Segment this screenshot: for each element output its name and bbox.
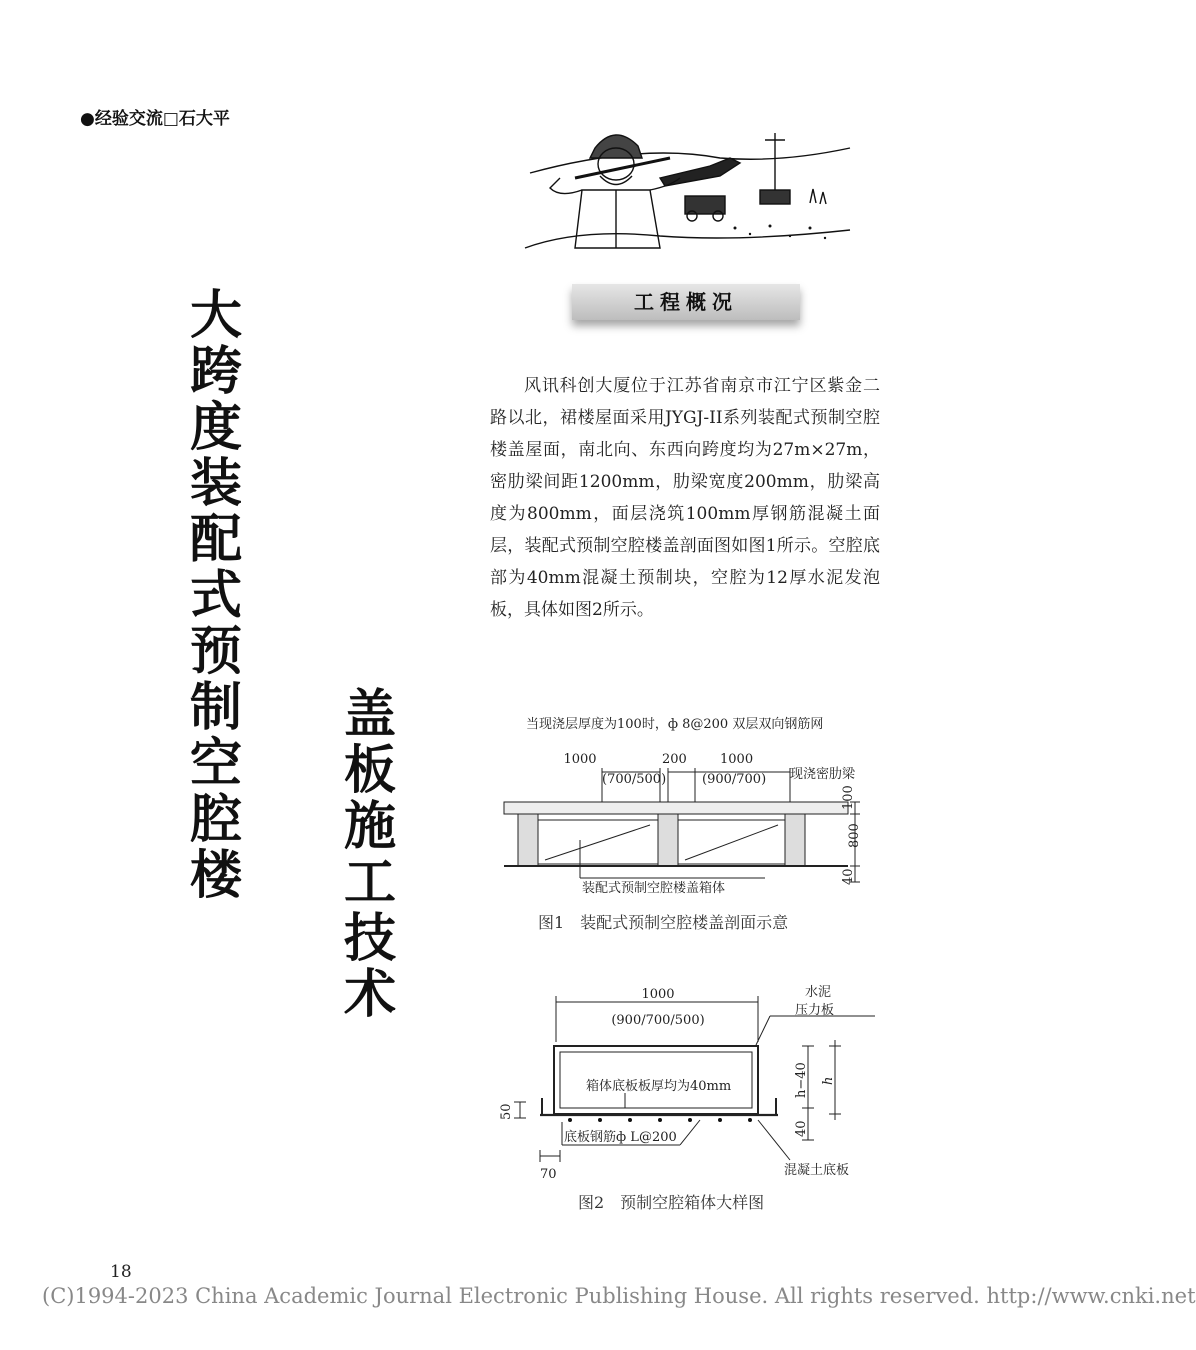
title-char: 式 bbox=[189, 566, 242, 626]
fig2-left-dim-50: 50 bbox=[499, 1103, 514, 1120]
title-char: 施 bbox=[343, 797, 396, 857]
fig2-board-label-2: 压力板 bbox=[795, 1003, 835, 1018]
fig1-dim-right-bottom: (900/700) bbox=[702, 772, 767, 787]
body-text bbox=[490, 370, 880, 626]
title-char: 术 bbox=[343, 965, 396, 1025]
fig1-dim-left-top: 1000 bbox=[563, 752, 597, 767]
title-char: 度 bbox=[189, 398, 242, 458]
title-char: 腔 bbox=[189, 790, 242, 850]
column-header: ●经验交流□石大平 bbox=[80, 109, 230, 129]
fig2-dim-top: 1000 bbox=[641, 987, 675, 1002]
fig2-inner-text: 箱体底板板厚均为40mm bbox=[586, 1079, 732, 1094]
title-char: 跨 bbox=[189, 342, 242, 402]
fig1-box-label: 装配式预制空腔楼盖箱体 bbox=[582, 881, 726, 896]
fig1-vdim-bottom: 40 bbox=[841, 868, 856, 885]
article-title-part2 bbox=[340, 687, 400, 1023]
fig1-dim-right-top: 1000 bbox=[720, 752, 754, 767]
fig2-rebar-label: 底板钢筋ф L@200 bbox=[564, 1130, 677, 1145]
figure2-box-detail bbox=[490, 980, 890, 1220]
title-char: 预 bbox=[189, 622, 242, 682]
body-paragraph: 风讯科创大厦位于江苏省南京市江宁区紫金二路以北，裙楼屋面采用JYGJ-II系列装配式预制空腔楼盖屋面，南北向、东西向跨度均为27m×27m，密肋梁间距1200mm，肋梁宽度200mm，肋梁高度为800mm，面层浇筑100mm厚钢筋混凝土面层，装配式预制空腔楼盖剖面图如图1所示。空腔底部为40mm混凝土预制块，空腔为12厚水泥发泡板，具体如图2所示。 bbox=[490, 376, 880, 620]
title-char: 盖 bbox=[343, 685, 396, 745]
fig2-vdim-h40: h−40 bbox=[794, 1062, 809, 1098]
fig1-vdim-mid: 800 bbox=[847, 823, 862, 848]
fig2-vdim-h: h bbox=[821, 1076, 836, 1085]
fig2-dim-top-sub: (900/700/500) bbox=[611, 1013, 705, 1028]
title-char: 空 bbox=[189, 734, 242, 794]
fig1-caption: 图1 装配式预制空腔楼盖剖面示意 bbox=[538, 913, 789, 932]
fig1-dim-left-bottom: (700/500) bbox=[602, 772, 667, 787]
title-char: 制 bbox=[189, 678, 242, 738]
title-char: 配 bbox=[189, 510, 242, 570]
article-title-part1 bbox=[186, 288, 246, 904]
title-char: 装 bbox=[189, 454, 242, 514]
fig1-dim-mid: 200 bbox=[662, 752, 687, 767]
copyright-footer: (C)1994-2023 China Academic Journal Electronic Publishing House. All rights reserved. http://www.cnki.net bbox=[42, 1284, 1196, 1308]
section-heading: 工程概况 bbox=[572, 284, 800, 320]
page-number: 18 bbox=[110, 1262, 132, 1282]
title-char: 大 bbox=[189, 286, 242, 346]
fig2-vdim-40: 40 bbox=[794, 1120, 809, 1137]
fig1-top-note: 当现浇层厚度为100时，ф 8@200 双层双向钢筋网 bbox=[526, 717, 824, 732]
fig1-rib-label: 现浇密肋梁 bbox=[790, 767, 856, 782]
fig2-base-label: 混凝土底板 bbox=[784, 1163, 850, 1178]
fig2-dim-70: 70 bbox=[540, 1167, 557, 1182]
fig2-board-label-1: 水泥 bbox=[805, 985, 832, 1000]
worker-illustration bbox=[520, 118, 850, 250]
title-char: 工 bbox=[343, 853, 396, 913]
fig1-vdim-top: 100 bbox=[841, 785, 856, 810]
fig2-caption: 图2 预制空腔箱体大样图 bbox=[578, 1193, 765, 1212]
title-char: 技 bbox=[343, 909, 396, 969]
figure1-section-diagram bbox=[490, 710, 890, 935]
title-char: 板 bbox=[343, 741, 396, 801]
title-char: 楼 bbox=[189, 846, 242, 906]
